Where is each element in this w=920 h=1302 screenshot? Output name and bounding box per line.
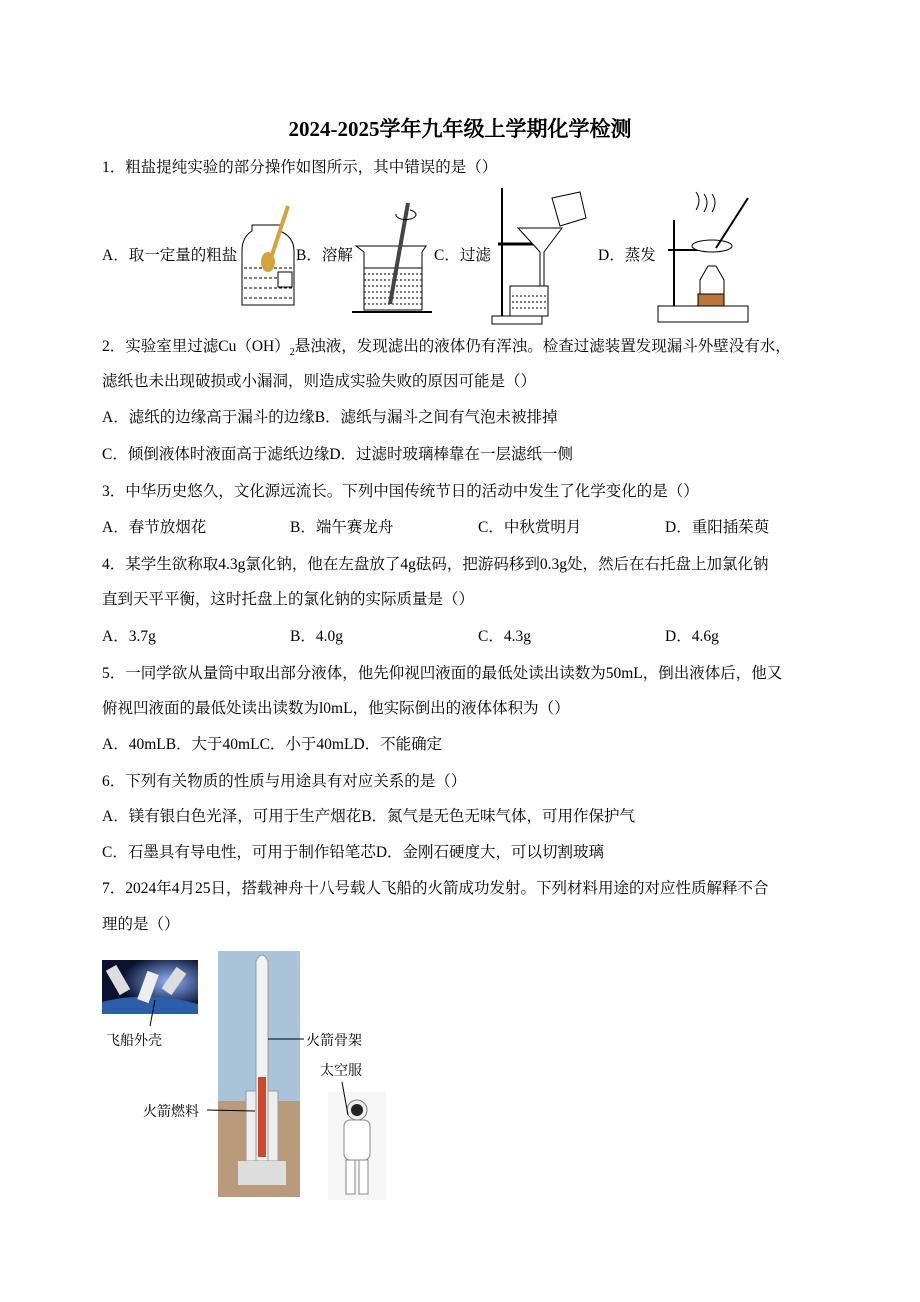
q3-option-a: A．春节放烟花 [102, 519, 207, 536]
q4-option-d: D．4.6g [665, 628, 719, 645]
label-rocket-fuel: 火箭燃料 [143, 1104, 199, 1120]
q6-option-b: B．氮气是无色无味气体，可用作保护气 [361, 808, 636, 825]
question-7-stem-line1: 7．2024年4月25日，搭载神舟十八号载人飞船的火箭成功发射。下列材料用途的对应性质解释不合 [102, 880, 769, 897]
q4-option-c: C．4.3g [478, 628, 531, 645]
question-7-stem-line2: 理的是（） [102, 916, 180, 933]
question-4-stem-line1: 4．某学生欲称取4.3g氯化钠，他在左盘放了4g砝码，把游码移到0.3g处，然后在右托盘上加氯化钠 [102, 556, 769, 573]
question-5-stem-line1: 5．一同学欲从量筒中取出部分液体，他先仰视凹液面的最低处读出读数为50mL，倒出液体后，他又 [102, 665, 783, 682]
q6-option-c: C．石墨具有导电性，可用于制作铅笔芯 [102, 844, 376, 861]
q2-option-a: A．滤纸的边缘高于漏斗的边缘 [102, 409, 315, 426]
label-rocket-frame: 火箭骨架 [306, 1033, 362, 1049]
q1-option-b: B．溶解 [296, 247, 353, 264]
q2-option-d: D．过滤时玻璃棒靠在一层滤纸一侧 [329, 446, 574, 463]
subscript: 2 [289, 347, 295, 359]
q5-options: A．40mLB．大于40mLC．小于40mLD．不能确定 [102, 736, 443, 753]
q1-option-c: C．过滤 [434, 247, 491, 264]
stem-text: 悬浊液，发现滤出的液体仍有浑浊。检查过滤装置发现漏斗外壁没有水， [294, 338, 791, 355]
question-4-stem-line2: 直到天平平衡，这时托盘上的氯化钠的实际质量是（） [102, 591, 475, 608]
question-5-stem-line2: 俯视凹液面的最低处读出读数为l0mL，他实际倒出的液体体积为（） [102, 700, 570, 717]
question-3-stem: 3．中华历史悠久，文化源远流长。下列中国传统节日的活动中发生了化学变化的是（） [102, 483, 699, 500]
page-title: 2024-2025学年九年级上学期化学检测 [288, 117, 632, 141]
q1-option-a: A．取一定量的粗盐 [102, 247, 238, 264]
q4-option-a: A．3.7g [102, 628, 156, 645]
question-2-stem-line2: 滤纸也未出现破损或小漏洞，则造成实验失败的原因可能是（） [102, 373, 537, 390]
question-6-stem: 6．下列有关物质的性质与用途具有对应关系的是（） [102, 773, 467, 790]
q6-option-a: A．镁有银白色光泽，可用于生产烟花 [102, 808, 362, 825]
q4-option-b: B．4.0g [290, 628, 343, 645]
q3-option-c: C．中秋赏明月 [478, 519, 582, 536]
q3-option-b: B．端午赛龙舟 [290, 519, 394, 536]
q1-option-d: D．蒸发 [598, 247, 656, 264]
q3-option-d: D．重阳插茱萸 [665, 519, 770, 536]
q2-option-c: C．倾倒液体时液面高于滤纸边缘 [102, 446, 330, 463]
q2-option-b: B．滤纸与漏斗之间有气泡未被排掉 [314, 409, 558, 426]
label-spacesuit: 太空服 [320, 1063, 362, 1079]
question-1-stem: 1．粗盐提纯实验的部分操作如图所示，其中错误的是（） [102, 159, 498, 176]
stem-text: 2．实验室里过滤Cu（OH） [102, 338, 290, 355]
label-spacecraft-shell: 飞船外壳 [106, 1033, 162, 1049]
q6-option-d: D．金刚石硬度大，可以切割玻璃 [375, 844, 605, 861]
